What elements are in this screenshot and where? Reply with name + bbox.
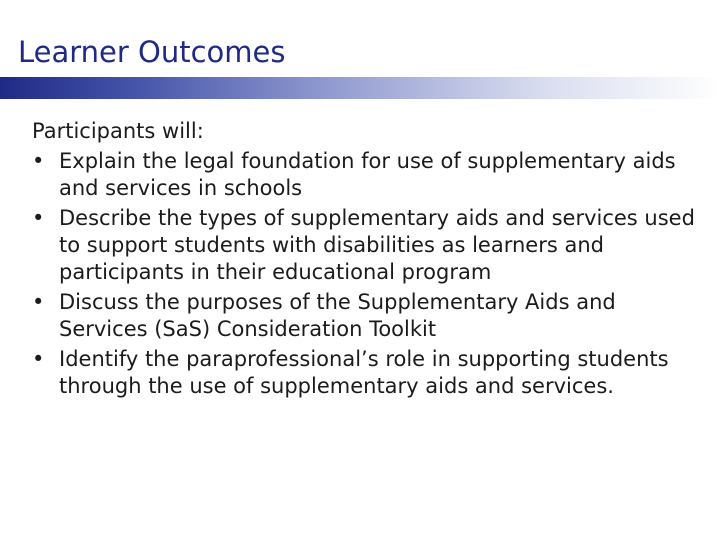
bullet-icon: •: [32, 290, 45, 314]
list-item: [32, 205, 702, 286]
list-item: [32, 289, 702, 343]
bullet-text: Describe the types of supplementary aids and services used to support students with disabilities as learners and participants in their educational program: [59, 206, 695, 284]
bullet-text: Discuss the purposes of the Supplementary Aids and Services (SaS) Consideration Toolkit: [59, 290, 616, 341]
intro-text: Participants will:: [32, 119, 204, 143]
bullet-text: Identify the paraprofessional’s role in supporting students through the use of supplementary aids and services.: [59, 347, 669, 398]
bullet-icon: •: [32, 149, 45, 173]
slide-title: Learner Outcomes: [18, 35, 286, 69]
list-item: [32, 148, 702, 202]
bullet-icon: •: [32, 347, 45, 371]
bullet-icon: •: [32, 206, 45, 230]
slide-body: [32, 118, 702, 400]
title-underline-bar: [0, 77, 720, 99]
bullet-list: [32, 148, 702, 400]
bullet-text: Explain the legal foundation for use of supplementary aids and services in schools: [59, 149, 676, 200]
list-item: [32, 346, 702, 400]
